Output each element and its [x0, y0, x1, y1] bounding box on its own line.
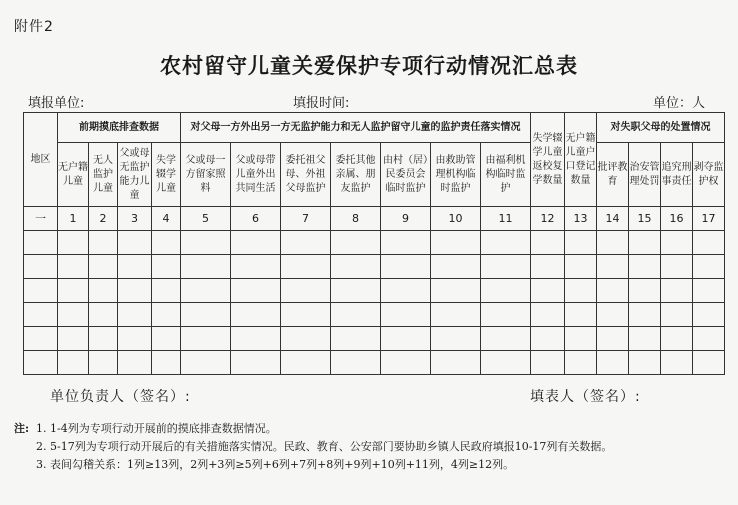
column-number: 2: [89, 207, 118, 231]
subheader-col-14: 批评教育: [597, 143, 629, 207]
data-cell[interactable]: [58, 255, 89, 279]
data-cell[interactable]: [231, 255, 281, 279]
column-number: 6: [231, 207, 281, 231]
group-header-parent-sanctions: 对失职父母的处置情况: [597, 113, 725, 143]
data-cell[interactable]: [531, 231, 565, 255]
note-item-1: 1. 1-4列为专项行动开展前的摸底排查数据情况。: [36, 422, 277, 435]
data-row: [24, 303, 725, 327]
data-cell[interactable]: [231, 231, 281, 255]
data-cell[interactable]: [597, 303, 629, 327]
data-cell[interactable]: [181, 255, 231, 279]
data-cell[interactable]: [693, 351, 725, 375]
subheader-col-3: 父或母无监护能力儿童: [118, 143, 152, 207]
data-cell[interactable]: [629, 351, 661, 375]
data-cell[interactable]: [152, 255, 181, 279]
subheader-col-6: 父或母带儿童外出共同生活: [231, 143, 281, 207]
region-cell: 一: [24, 207, 58, 231]
data-cell[interactable]: [597, 279, 629, 303]
data-row: [24, 231, 725, 255]
data-cell[interactable]: [118, 327, 152, 351]
data-cell[interactable]: [481, 351, 531, 375]
subheader-col-1: 无户籍儿童: [58, 143, 89, 207]
data-cell[interactable]: [661, 279, 693, 303]
data-cell[interactable]: [481, 279, 531, 303]
subheader-col-16: 追究刑事责任: [661, 143, 693, 207]
data-cell[interactable]: [118, 279, 152, 303]
unit-leader-signature-label: 单位负责人（签名）:: [50, 389, 191, 405]
page-title: 农村留守儿童关爱保护专项行动情况汇总表: [160, 53, 578, 78]
data-cell[interactable]: [331, 303, 381, 327]
column-number: 17: [693, 207, 725, 231]
data-cell[interactable]: [565, 279, 597, 303]
data-cell[interactable]: [281, 231, 331, 255]
data-cell[interactable]: [481, 303, 531, 327]
data-cell[interactable]: [565, 327, 597, 351]
data-cell[interactable]: [431, 303, 481, 327]
data-cell[interactable]: [597, 231, 629, 255]
blank-data-rows: [24, 231, 725, 375]
data-cell[interactable]: [58, 231, 89, 255]
data-cell[interactable]: [431, 327, 481, 351]
data-cell[interactable]: [89, 279, 118, 303]
data-cell[interactable]: [152, 327, 181, 351]
data-cell[interactable]: [118, 255, 152, 279]
data-cell[interactable]: [331, 327, 381, 351]
unit-of-measure: 单位：人: [653, 96, 706, 111]
data-cell[interactable]: [181, 303, 231, 327]
data-cell[interactable]: [281, 303, 331, 327]
form-filler-signature-label: 填表人（签名）:: [530, 389, 641, 405]
data-cell[interactable]: [331, 231, 381, 255]
subheader-col-11: 由福利机构临时监护: [481, 143, 531, 207]
column-number: 1: [58, 207, 89, 231]
data-cell[interactable]: [661, 231, 693, 255]
data-cell[interactable]: [118, 231, 152, 255]
subheader-col-8: 委托其他亲属、朋友监护: [331, 143, 381, 207]
data-cell[interactable]: [431, 279, 481, 303]
data-cell[interactable]: [629, 231, 661, 255]
data-cell[interactable]: [629, 303, 661, 327]
column-number: 7: [281, 207, 331, 231]
attachment-label: 附件2: [14, 19, 54, 35]
data-cell[interactable]: [431, 351, 481, 375]
notes-prefix: 注:: [14, 422, 30, 435]
data-row: [24, 279, 725, 303]
data-cell[interactable]: [693, 279, 725, 303]
subheader-col-15: 治安管理处罚: [629, 143, 661, 207]
data-cell[interactable]: [281, 327, 331, 351]
data-cell[interactable]: [597, 351, 629, 375]
data-cell[interactable]: [629, 255, 661, 279]
data-cell[interactable]: [693, 303, 725, 327]
subheader-col-7: 委托祖父母、外祖父母监护: [281, 143, 331, 207]
subheader-col-9: 由村（居）民委员会临时监护: [381, 143, 431, 207]
data-cell[interactable]: [181, 327, 231, 351]
data-cell[interactable]: [281, 351, 331, 375]
subheader-col-4: 失学辍学儿童: [152, 143, 181, 207]
column-number: 10: [431, 207, 481, 231]
note-item-2: 2. 5-17列为专项行动开展后的有关措施落实情况。民政、教育、公安部门要协助乡镇人民政府填报10-17列有关数据。: [36, 440, 613, 453]
data-cell[interactable]: [693, 327, 725, 351]
data-cell[interactable]: [693, 231, 725, 255]
data-cell[interactable]: [231, 303, 281, 327]
data-cell[interactable]: [331, 279, 381, 303]
data-cell[interactable]: [693, 255, 725, 279]
subheader-col-2: 无人监护儿童: [89, 143, 118, 207]
data-cell[interactable]: [531, 327, 565, 351]
column-number: 4: [152, 207, 181, 231]
data-cell[interactable]: [24, 327, 58, 351]
data-cell[interactable]: [89, 327, 118, 351]
column-number: 11: [481, 207, 531, 231]
data-cell[interactable]: [89, 231, 118, 255]
data-cell[interactable]: [431, 231, 481, 255]
data-cell[interactable]: [431, 255, 481, 279]
data-cell[interactable]: [481, 327, 531, 351]
data-cell[interactable]: [597, 327, 629, 351]
reporting-time-label: 填报时间:: [293, 96, 350, 111]
data-cell[interactable]: [481, 231, 531, 255]
data-cell[interactable]: [181, 279, 231, 303]
column-number: 3: [118, 207, 152, 231]
data-cell[interactable]: [118, 303, 152, 327]
column-number: 15: [629, 207, 661, 231]
data-cell[interactable]: [24, 303, 58, 327]
column-number: 12: [531, 207, 565, 231]
data-cell[interactable]: [381, 351, 431, 375]
data-cell[interactable]: [24, 279, 58, 303]
column-number: 16: [661, 207, 693, 231]
column-number: 13: [565, 207, 597, 231]
data-cell[interactable]: [24, 351, 58, 375]
notes-section: [14, 420, 729, 474]
column-number: 8: [331, 207, 381, 231]
data-cell[interactable]: [118, 351, 152, 375]
data-cell[interactable]: [381, 279, 431, 303]
data-cell[interactable]: [89, 351, 118, 375]
data-cell[interactable]: [152, 231, 181, 255]
data-cell[interactable]: [58, 351, 89, 375]
data-cell[interactable]: [152, 303, 181, 327]
data-cell[interactable]: [531, 303, 565, 327]
data-cell[interactable]: [481, 255, 531, 279]
data-cell[interactable]: [531, 351, 565, 375]
data-cell[interactable]: [565, 231, 597, 255]
data-cell[interactable]: [331, 351, 381, 375]
column-number-row: [24, 207, 725, 231]
column-number: 14: [597, 207, 629, 231]
data-cell[interactable]: [381, 255, 431, 279]
data-cell[interactable]: [181, 231, 231, 255]
data-cell[interactable]: [58, 303, 89, 327]
data-cell[interactable]: [661, 303, 693, 327]
data-cell[interactable]: [281, 279, 331, 303]
data-cell[interactable]: [24, 255, 58, 279]
data-cell[interactable]: [597, 255, 629, 279]
data-cell[interactable]: [231, 327, 281, 351]
column-number: 9: [381, 207, 431, 231]
data-row: [24, 351, 725, 375]
subheader-col-17: 剥夺监护权: [693, 143, 725, 207]
data-cell[interactable]: [531, 279, 565, 303]
data-cell[interactable]: [231, 279, 281, 303]
reporting-unit-label: 填报单位:: [28, 96, 85, 111]
summary-table: [23, 112, 725, 375]
data-cell[interactable]: [231, 351, 281, 375]
data-cell[interactable]: [661, 327, 693, 351]
data-cell[interactable]: [152, 351, 181, 375]
group-header-dropout-return: 失学辍学儿童返校复学数量: [531, 113, 565, 207]
data-cell[interactable]: [381, 327, 431, 351]
data-row: [24, 255, 725, 279]
data-row: [24, 327, 725, 351]
region-header: 地区: [24, 113, 58, 207]
subheader-col-10: 由救助管理机构临时监护: [431, 143, 481, 207]
note-item-3: 3. 表间勾稽关系：1列≥13列，2列+3列≥5列+6列+7列+8列+9列+10列+11列，4列≥12列。: [36, 458, 515, 471]
data-cell[interactable]: [629, 327, 661, 351]
data-cell[interactable]: [89, 303, 118, 327]
column-number: 5: [181, 207, 231, 231]
data-cell[interactable]: [181, 351, 231, 375]
group-header-baseline: 前期摸底排查数据: [58, 113, 181, 143]
data-cell[interactable]: [565, 255, 597, 279]
data-cell[interactable]: [661, 351, 693, 375]
data-cell[interactable]: [629, 279, 661, 303]
data-cell[interactable]: [331, 255, 381, 279]
group-header-guardianship: 对父母一方外出另一方无监护能力和无人监护留守儿童的监护责任落实情况: [181, 113, 531, 143]
data-cell[interactable]: [381, 303, 431, 327]
data-cell[interactable]: [565, 303, 597, 327]
data-cell[interactable]: [661, 255, 693, 279]
data-cell[interactable]: [152, 279, 181, 303]
data-cell[interactable]: [58, 327, 89, 351]
data-cell[interactable]: [89, 255, 118, 279]
subheader-col-5: 父或母一方留家照料: [181, 143, 231, 207]
group-header-household-registration: 无户籍儿童户口登记数量: [565, 113, 597, 207]
data-cell[interactable]: [381, 231, 431, 255]
data-cell[interactable]: [24, 231, 58, 255]
data-cell[interactable]: [58, 279, 89, 303]
data-cell[interactable]: [565, 351, 597, 375]
data-cell[interactable]: [531, 255, 565, 279]
data-cell[interactable]: [281, 255, 331, 279]
